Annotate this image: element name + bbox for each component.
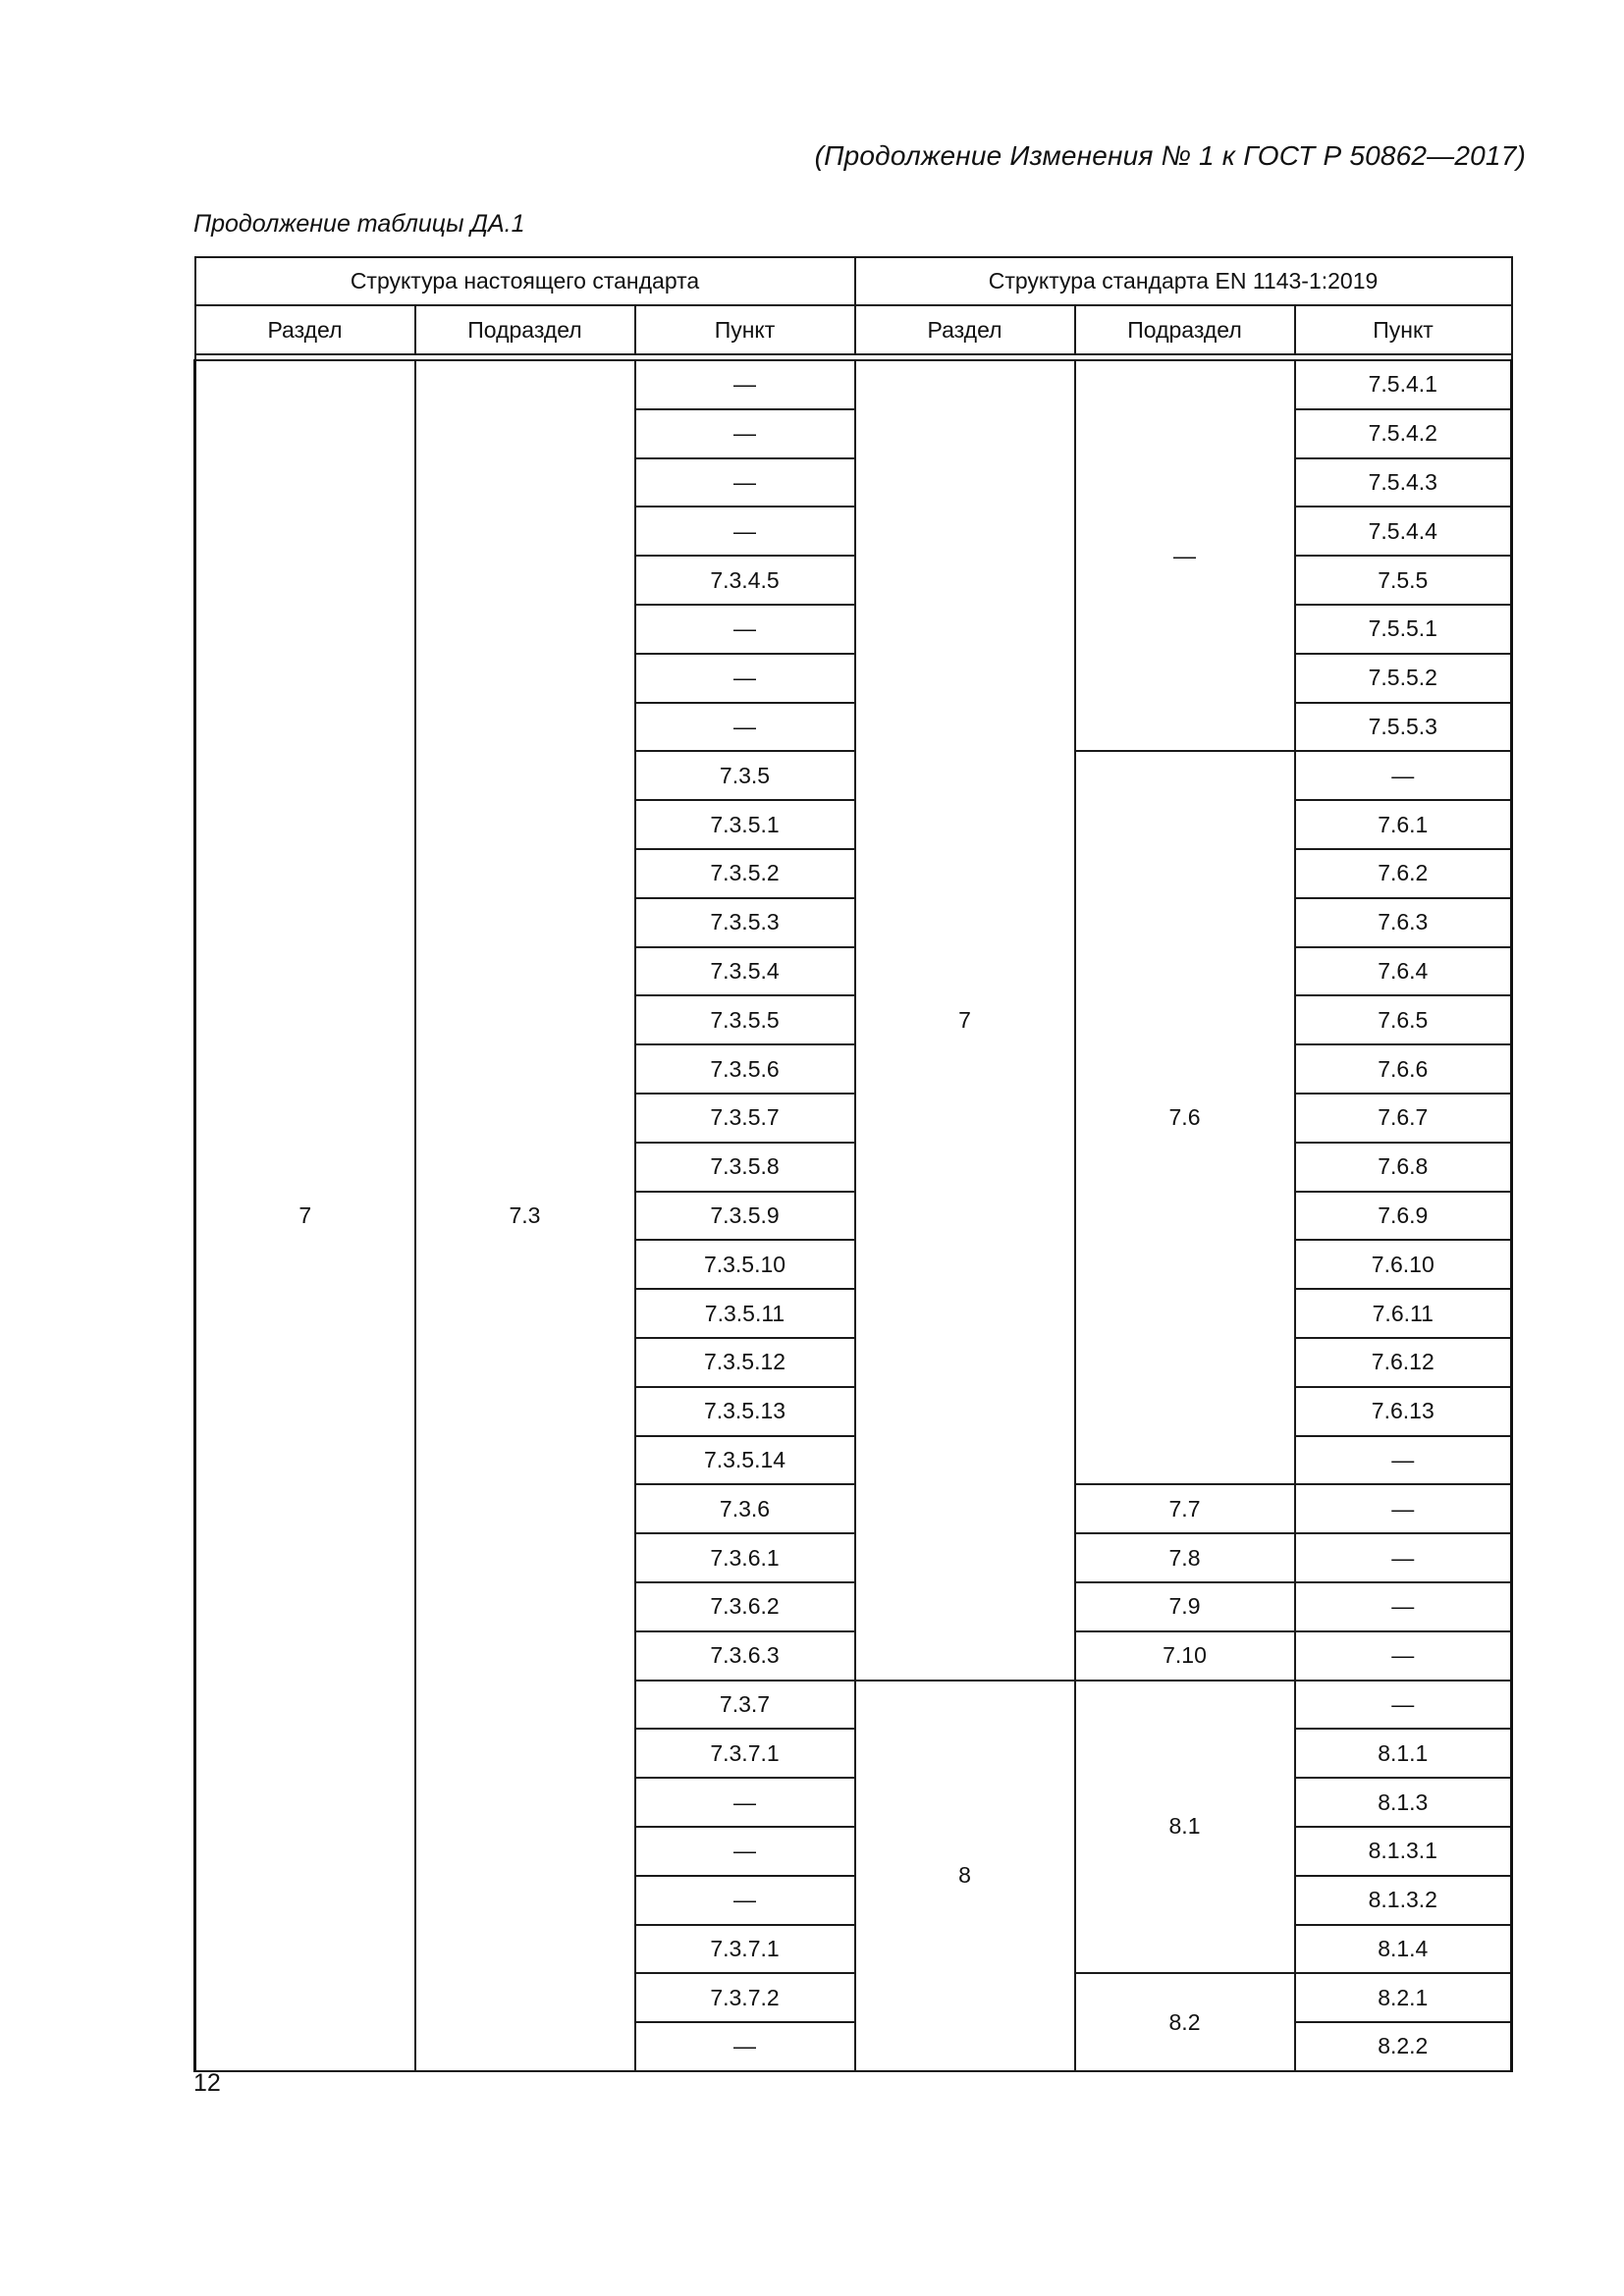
cell-item-this-standard: 7.3.6 [635,1484,855,1533]
cell-item-en-standard: 7.5.4.4 [1295,507,1512,556]
cell-item-en-standard: 7.5.4.3 [1295,458,1512,507]
cell-item-this-standard: — [635,1778,855,1827]
cell-item-this-standard: — [635,654,855,703]
cell-item-this-standard: 7.3.5.4 [635,947,855,996]
cell-item-en-standard: 7.6.10 [1295,1240,1512,1289]
cell-item-this-standard: 7.3.7 [635,1681,855,1730]
table-row [195,360,1512,409]
cell-item-this-standard: — [635,1827,855,1876]
cell-item-this-standard: 7.3.7.1 [635,1925,855,1974]
cell-item-this-standard: 7.3.5.3 [635,898,855,947]
page-number: 12 [193,2069,221,2097]
cell-section-this-standard: 7 [195,360,415,2071]
cell-item-this-standard: 7.3.4.5 [635,556,855,605]
cell-item-en-standard: 7.6.3 [1295,898,1512,947]
cell-item-this-standard: 7.3.5.1 [635,800,855,849]
cell-item-en-standard: — [1295,1681,1512,1730]
cell-section-en-standard: 8 [855,1681,1075,2071]
cell-item-this-standard: — [635,507,855,556]
cell-item-en-standard: 7.6.11 [1295,1289,1512,1338]
cell-item-en-standard: 8.2.2 [1295,2022,1512,2071]
cell-item-en-standard: 7.5.5.2 [1295,654,1512,703]
cell-item-this-standard: 7.3.5.13 [635,1387,855,1436]
cell-item-this-standard: — [635,605,855,654]
cell-item-this-standard: 7.3.5 [635,751,855,800]
cell-item-this-standard: 7.3.6.3 [635,1631,855,1681]
cell-item-this-standard: — [635,703,855,752]
correspondence-table [193,256,1513,2072]
cell-item-en-standard: 7.6.5 [1295,995,1512,1044]
cell-item-en-standard: 8.2.1 [1295,1973,1512,2022]
cell-item-this-standard: 7.3.5.7 [635,1094,855,1143]
column-header-subsection: Подраздел [1075,305,1295,354]
cell-subsection-en-standard: 8.1 [1075,1681,1295,1974]
cell-item-this-standard: 7.3.5.6 [635,1044,855,1094]
cell-item-this-standard: 7.3.5.2 [635,849,855,898]
cell-item-this-standard: 7.3.5.9 [635,1192,855,1241]
cell-item-en-standard: — [1295,1436,1512,1485]
cell-item-this-standard: — [635,2022,855,2071]
column-header-item: Пункт [635,305,855,354]
cell-item-en-standard: 7.6.6 [1295,1044,1512,1094]
cell-item-this-standard: 7.3.7.1 [635,1729,855,1778]
cell-subsection-en-standard: 7.10 [1075,1631,1295,1681]
cell-item-this-standard: — [635,409,855,458]
cell-item-this-standard: 7.3.6.2 [635,1582,855,1631]
cell-subsection-en-standard: 7.8 [1075,1533,1295,1582]
cell-item-en-standard: 7.5.5.3 [1295,703,1512,752]
group-header-en-standard: Структура стандарта EN 1143-1:2019 [855,257,1512,305]
cell-item-en-standard: — [1295,751,1512,800]
cell-item-this-standard: 7.3.7.2 [635,1973,855,2022]
cell-item-this-standard: — [635,1876,855,1925]
group-header-this-standard: Структура настоящего стандарта [195,257,855,305]
table-body [195,360,1512,2071]
cell-item-en-standard: 8.1.3.1 [1295,1827,1512,1876]
cell-item-en-standard: 7.6.8 [1295,1143,1512,1192]
cell-item-en-standard: 7.5.5 [1295,556,1512,605]
cell-item-en-standard: 8.1.1 [1295,1729,1512,1778]
cell-subsection-en-standard: 7.7 [1075,1484,1295,1533]
column-header-section: Раздел [195,305,415,354]
cell-item-this-standard: 7.3.5.8 [635,1143,855,1192]
cell-subsection-en-standard: 7.9 [1075,1582,1295,1631]
cell-item-en-standard: 7.6.4 [1295,947,1512,996]
cell-item-this-standard: 7.3.5.11 [635,1289,855,1338]
cell-item-en-standard: 8.1.3.2 [1295,1876,1512,1925]
cell-item-en-standard: 8.1.3 [1295,1778,1512,1827]
cell-item-en-standard: — [1295,1484,1512,1533]
cell-item-en-standard: 7.6.2 [1295,849,1512,898]
cell-subsection-en-standard: 8.2 [1075,1973,1295,2071]
cell-item-en-standard: 7.5.5.1 [1295,605,1512,654]
cell-item-en-standard: 7.5.4.2 [1295,409,1512,458]
cell-item-this-standard: — [635,360,855,409]
cell-subsection-en-standard: — [1075,360,1295,751]
cell-item-this-standard: 7.3.5.14 [635,1436,855,1485]
column-header-subsection: Подраздел [415,305,635,354]
cell-item-this-standard: — [635,458,855,507]
cell-item-this-standard: 7.3.6.1 [635,1533,855,1582]
cell-item-en-standard: 8.1.4 [1295,1925,1512,1974]
page-header: (Продолжение Изменения № 1 к ГОСТ Р 50862—2017) [814,140,1526,171]
cell-section-en-standard: 7 [855,360,1075,1681]
cell-subsection-en-standard: 7.6 [1075,751,1295,1484]
cell-item-en-standard: 7.5.4.1 [1295,360,1512,409]
table-caption: Продолжение таблицы ДА.1 [193,210,525,238]
cell-item-en-standard: 7.6.7 [1295,1094,1512,1143]
column-header-section: Раздел [855,305,1075,354]
column-header-item: Пункт [1295,305,1512,354]
cell-item-en-standard: — [1295,1631,1512,1681]
cell-item-this-standard: 7.3.5.10 [635,1240,855,1289]
cell-item-this-standard: 7.3.5.12 [635,1338,855,1387]
cell-subsection-this-standard: 7.3 [415,360,635,2071]
cell-item-this-standard: 7.3.5.5 [635,995,855,1044]
cell-item-en-standard: 7.6.1 [1295,800,1512,849]
cell-item-en-standard: — [1295,1582,1512,1631]
cell-item-en-standard: 7.6.12 [1295,1338,1512,1387]
cell-item-en-standard: 7.6.9 [1295,1192,1512,1241]
cell-item-en-standard: 7.6.13 [1295,1387,1512,1436]
cell-item-en-standard: — [1295,1533,1512,1582]
